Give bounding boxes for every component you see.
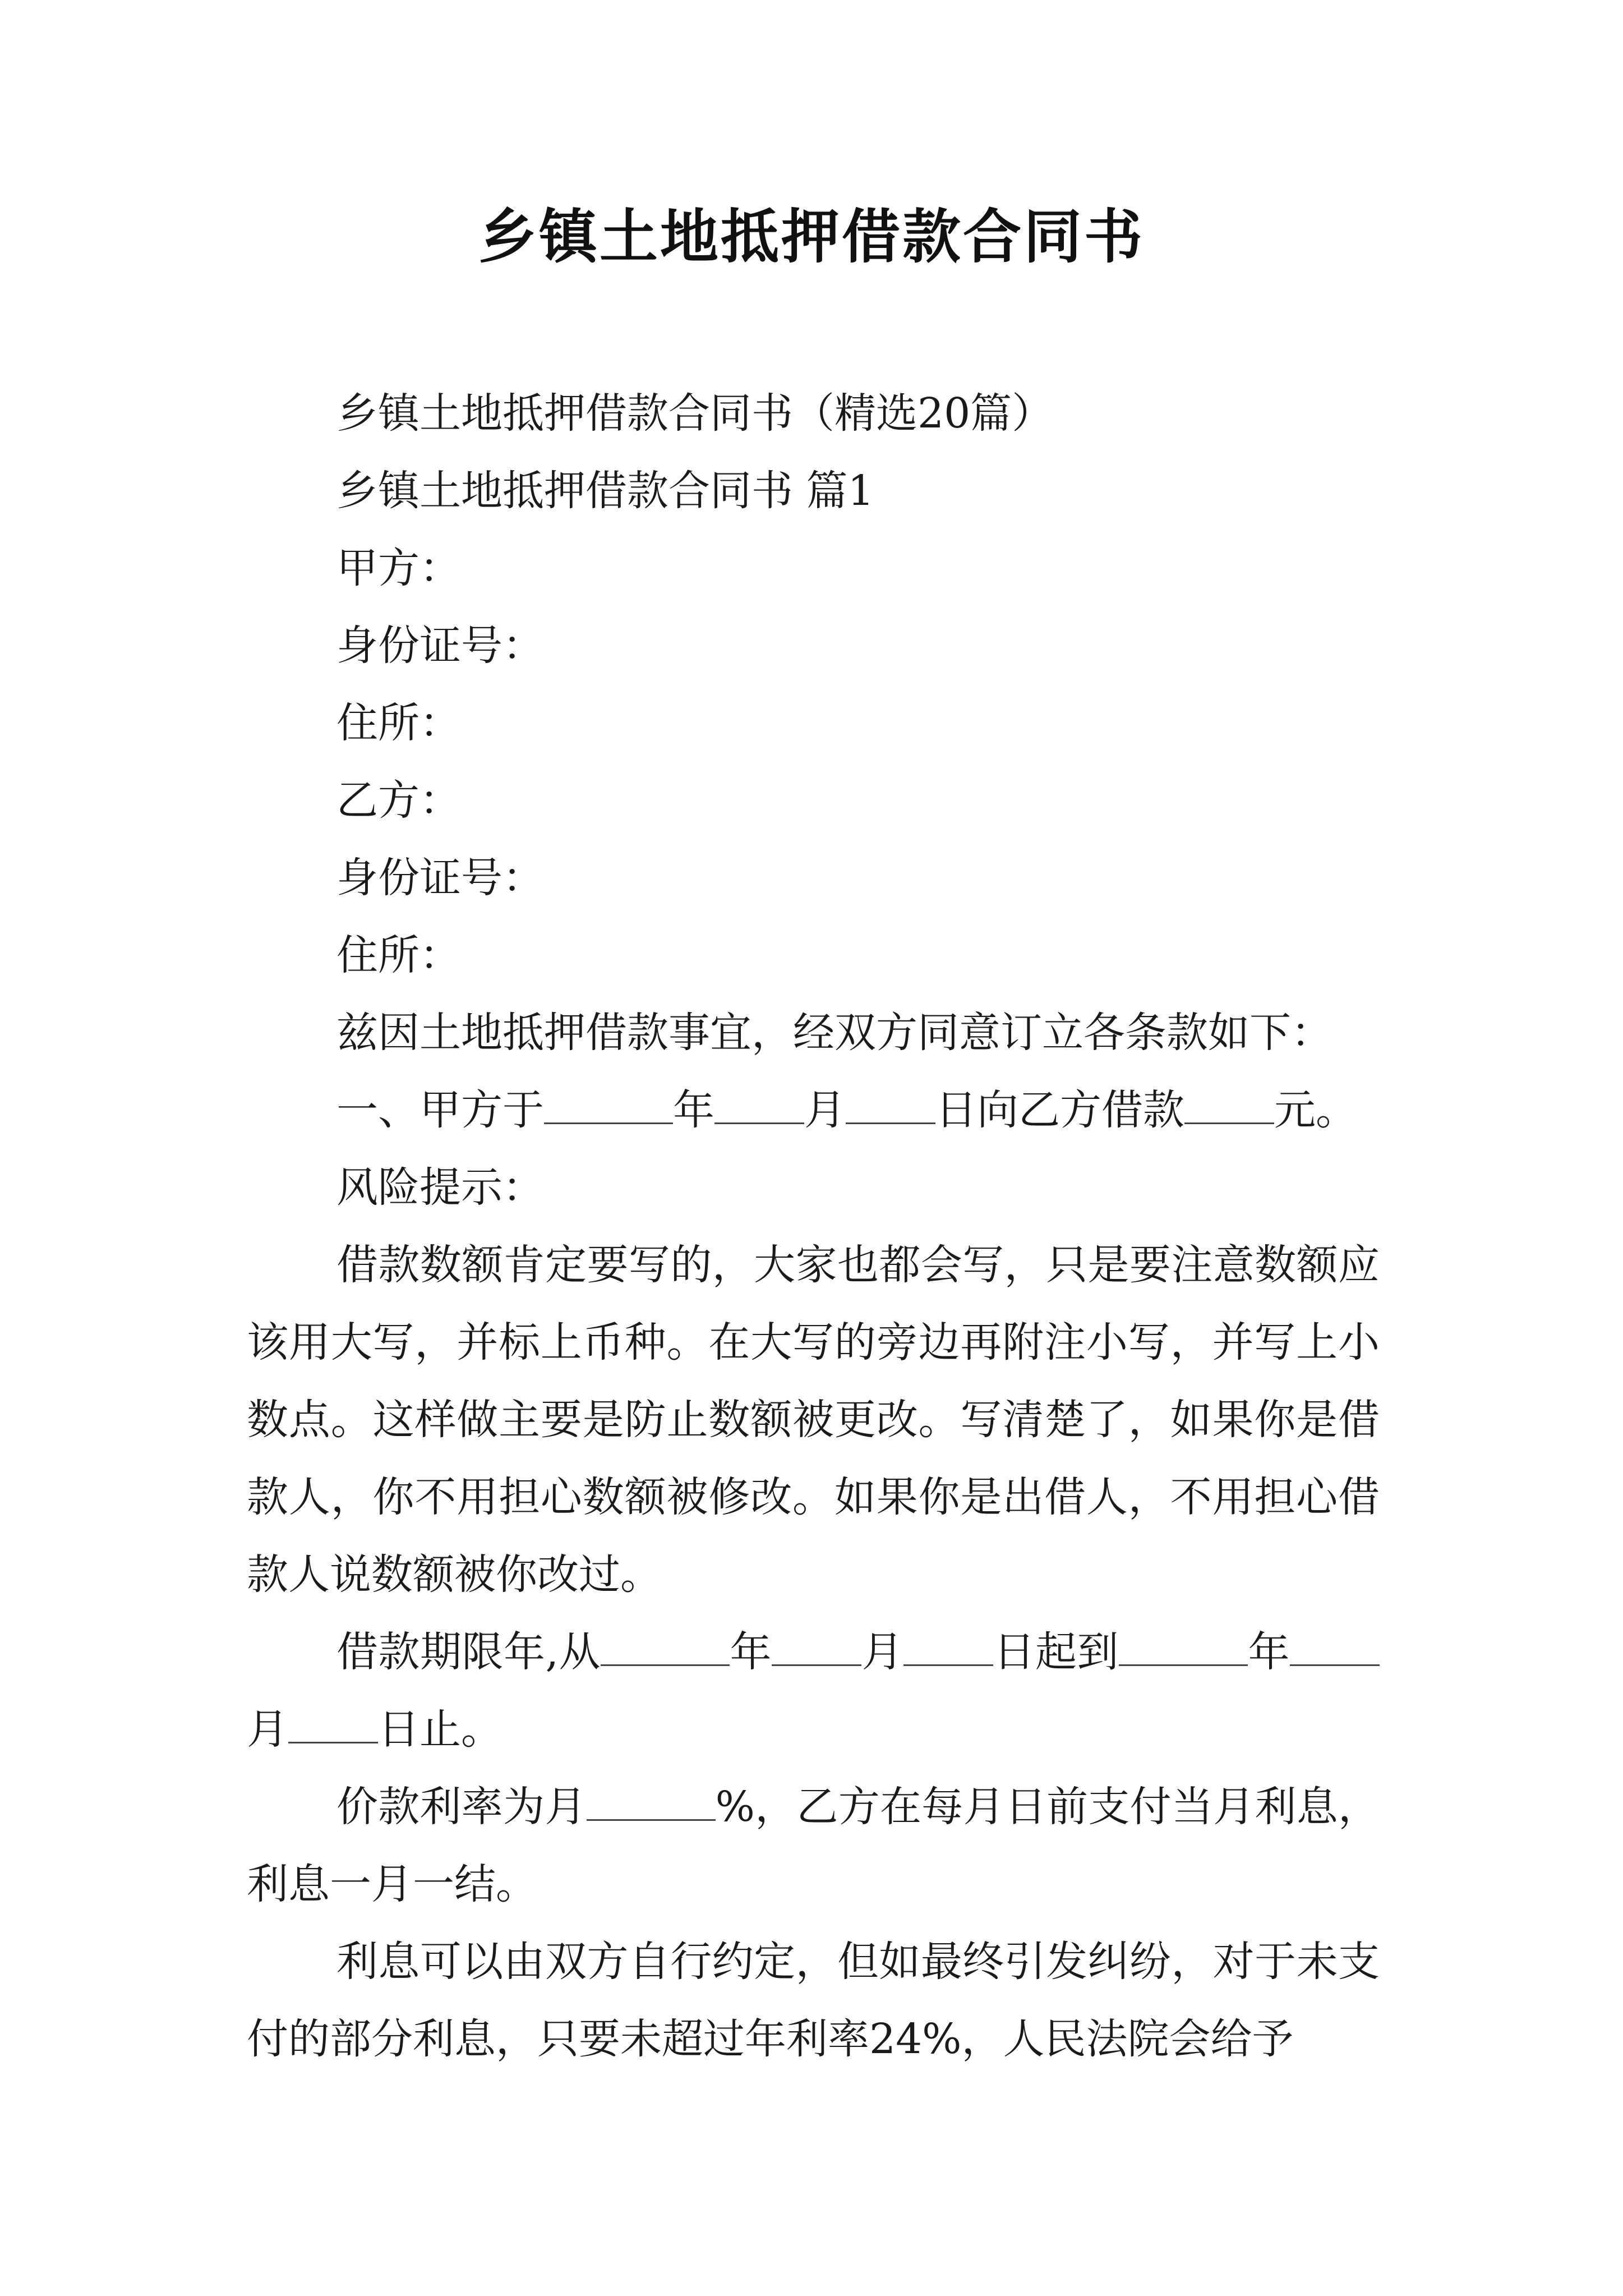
rate-rest: %，乙方在每月日前支付当月利息，利息一月一结。 bbox=[247, 1783, 1380, 1908]
rate-prefix: 价款利率为月 bbox=[336, 1783, 587, 1831]
page-title: 乡镇土地抵押借款合同书 bbox=[478, 203, 1145, 271]
clause-1-month: 月 bbox=[804, 1086, 846, 1134]
blank-field bbox=[544, 1089, 673, 1124]
blank-field bbox=[288, 1708, 378, 1743]
term-prefix: 借款期限年,从 bbox=[336, 1628, 601, 1676]
term-end: 日止。 bbox=[378, 1705, 502, 1754]
clause-1-currency: 元。 bbox=[1274, 1086, 1357, 1134]
term-day-to: 日起到 bbox=[993, 1628, 1119, 1676]
document-body bbox=[247, 375, 1380, 2078]
document-subtitle: 乡镇土地抵押借款合同书（精选20篇） bbox=[336, 389, 1054, 438]
party-a-label: 甲方： bbox=[336, 544, 461, 592]
party-b-address-label: 住所： bbox=[336, 931, 461, 979]
term-month-2: 月 bbox=[247, 1705, 288, 1754]
term-year-2: 年 bbox=[1248, 1628, 1290, 1676]
clause-1-day: 日向乙方借款 bbox=[935, 1086, 1184, 1134]
term-paragraph bbox=[247, 1613, 1380, 1768]
party-a-id-label: 身份证号： bbox=[336, 622, 544, 670]
blank-field bbox=[772, 1631, 861, 1666]
risk-paragraph: 借款数额肯定要写的，大家也都会写，只是要注意数额应该用大写，并标上币种。在大写的旁边再附注小写，并写上小数点。这样做主要是防止数额被更改。写清楚了，如果你是借款人，你不用担心数额被修改。如果你是出借人，不用担心借款人说数额被你改过。 bbox=[247, 1241, 1380, 1599]
blank-field bbox=[846, 1089, 935, 1124]
blank-field bbox=[1119, 1631, 1248, 1666]
blank-field bbox=[1184, 1089, 1274, 1124]
blank-field bbox=[601, 1631, 730, 1666]
party-a-address-label: 住所： bbox=[336, 699, 461, 747]
clause-1 bbox=[247, 1071, 1380, 1149]
clause-1-year: 年 bbox=[673, 1086, 714, 1134]
party-b-label: 乙方： bbox=[336, 776, 461, 825]
section-heading: 乡镇土地抵押借款合同书 篇1 bbox=[336, 467, 874, 515]
blank-field bbox=[714, 1089, 804, 1124]
term-month-1: 月 bbox=[861, 1628, 904, 1676]
term-year-1: 年 bbox=[730, 1628, 772, 1676]
interest-note-paragraph: 利息可以由双方自行约定，但如最终引发纠纷，对于未支付的部分利息，只要未超过年利率24%，人民法院会给予 bbox=[247, 1938, 1380, 2063]
party-b-id-label: 身份证号： bbox=[336, 854, 544, 902]
blank-field bbox=[903, 1631, 993, 1666]
clause-1-prefix: 一、甲方于 bbox=[336, 1086, 544, 1134]
blank-field bbox=[587, 1786, 716, 1821]
risk-heading: 风险提示： bbox=[336, 1163, 544, 1212]
rate-paragraph bbox=[247, 1768, 1380, 1923]
intro-paragraph: 兹因土地抵押借款事宜，经双方同意订立各条款如下： bbox=[336, 1009, 1332, 1057]
blank-field bbox=[1290, 1631, 1380, 1666]
